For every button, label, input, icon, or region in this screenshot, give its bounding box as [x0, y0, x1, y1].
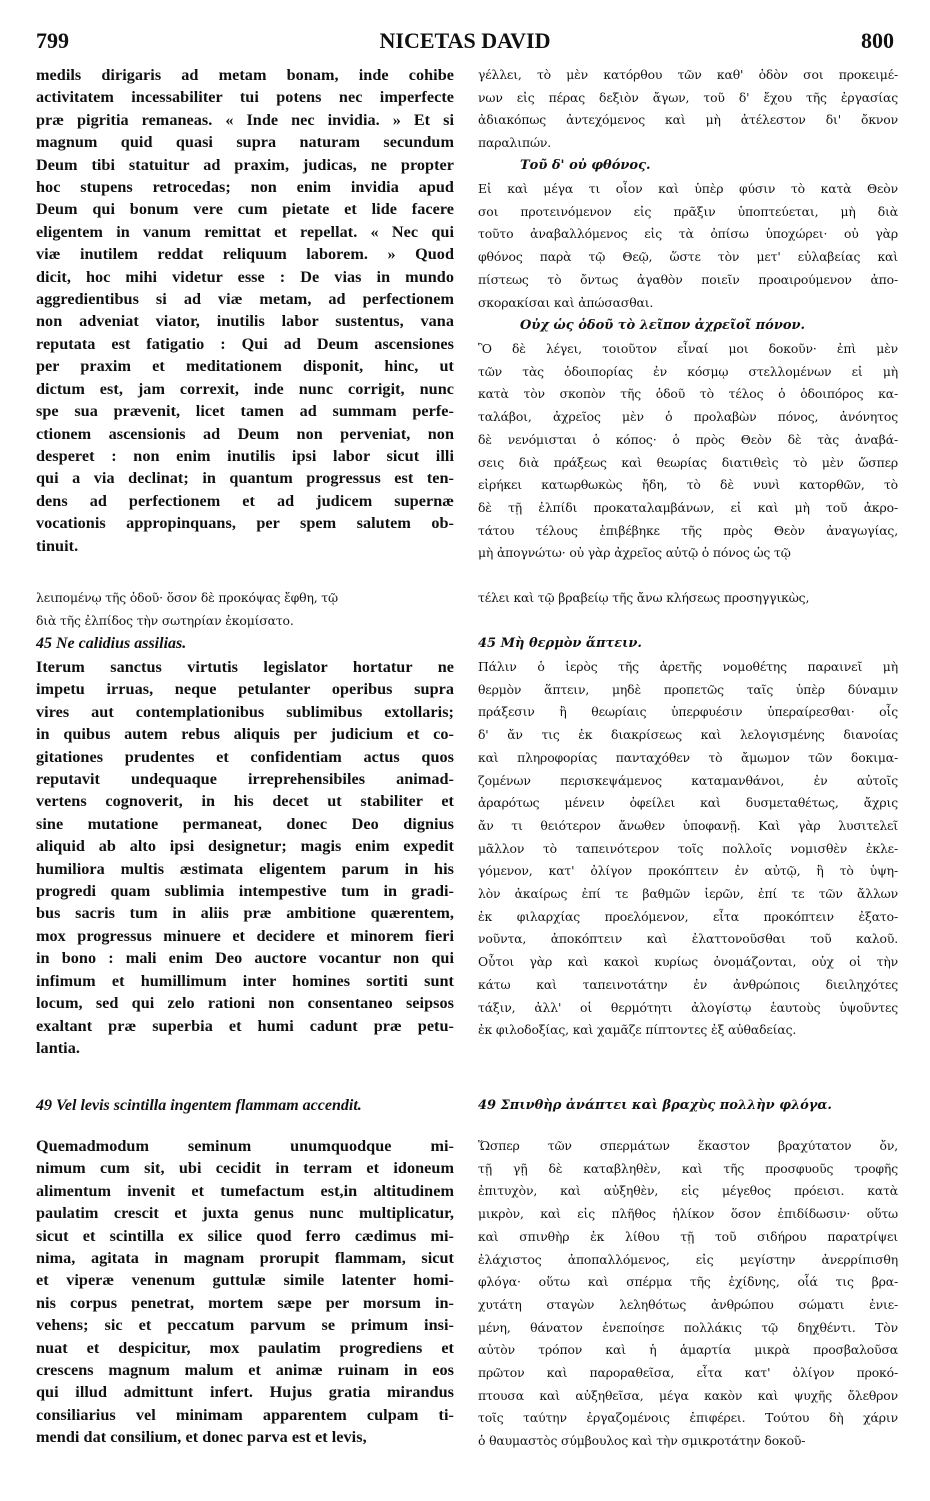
- text-line: qui a via declinat; in quantum progressus est ten-: [36, 469, 454, 488]
- running-title: NICETAS DAVID: [379, 28, 551, 53]
- page-number-left: 799: [36, 28, 69, 53]
- text-line: qui illud admittunt infert. Hujus gratia mirandus: [36, 1383, 454, 1402]
- text-line: aliquid ab alto ipsi designetur; magis enim expedit: [36, 837, 454, 856]
- greek-para-4: [478, 656, 898, 1042]
- text-line: μένη, θάνατον ἐνεποίησε πολλάκις τῷ δηχθέντι. Τὸν: [478, 1319, 898, 1335]
- text-line: infimum et humillimum inter homines sortiti sunt: [36, 971, 454, 990]
- text-line: desperet : non enim inutilis ipsi labor sicut illi: [36, 446, 454, 465]
- text-line: nima, agitata in magnam prorupit flammam, sicut: [36, 1249, 454, 1268]
- text-line: τάτου τέλους ἐπιβέβηκε τῆς πρὸς Θεὸν ἀναγωγίας,: [478, 522, 898, 538]
- text-line: non adveniat viator, inutilis labor sustentus, vana: [36, 312, 454, 331]
- text-line: vertens cognoverit, in his decet ut stabiliter et: [36, 792, 454, 811]
- greek-lemma-a: Τοῦ δ' οὐ φθόνος.: [520, 158, 651, 173]
- text-line: Εἰ καὶ μέγα τι οἷον καὶ ὑπὲρ φύσιν τὸ κατὰ Θεὸν: [478, 181, 898, 196]
- text-line: φθόνος παρὰ τῷ Θεῷ, ὥστε τὸν μετ' εὐλαβείας καὶ: [478, 249, 898, 265]
- text-line: impetu irruas, neque petulanter operibus supra: [36, 680, 454, 699]
- text-line: φλόγα· οὕτω καὶ σπέρμα τῆς ἐχίδνης, οἷά τις βρα-: [478, 1274, 898, 1290]
- text-line: tinuit.: [36, 536, 79, 555]
- text-line: mendi dat consilium, et donec parva est et levis,: [36, 1428, 367, 1447]
- text-line: Deum tibi statuitur ad praxim, judicas, ne propter: [36, 155, 454, 174]
- text-line: hoc stupens retrocedas; non enim invidia apud: [36, 178, 454, 197]
- text-line: sicut et scintilla ex silice quod ferro cædimus mi-: [36, 1226, 454, 1245]
- text-line: ἀδιακόπως ἀντεχόμενος καὶ μὴ ἀτέλεστον δι' ὄκνον: [478, 112, 898, 128]
- text-line: νων εἰς πέρας δεξιὸν ἄγων, τοῦ δ' ἔχου τῆς ἐργασίας: [478, 89, 898, 105]
- text-line: activitatem incessabiliter tui potens nec imperfecte: [36, 88, 454, 107]
- text-line: Iterum sanctus virtutis legislator hortatur ne: [36, 658, 454, 676]
- text-line: vires aut contemplationibus sublimibus extollaris;: [36, 702, 454, 721]
- latin-para-3: [36, 1135, 454, 1449]
- greek-overflow-text-1: λειπομένῳ τῆς ὁδοῦ· ὅσον δὲ προκόψας ἔφθη, τῷ: [36, 590, 338, 605]
- text-line: dictum est, jam correxit, inde nunc corrigit, nunc: [36, 379, 454, 398]
- text-line: τῶν τὰς ὁδοιπορίας ἐν κόσμῳ στελλομένων εἰ μὴ: [478, 363, 898, 379]
- running-header: [36, 28, 894, 58]
- text-line: πράξεσιν ἢ θεωρίαις ὑπερφυέσιν ὑπεραίρεσθαι· οἷς: [478, 704, 898, 720]
- text-line: αὐτὸν τρόπον καὶ ἡ ἁμαρτία μικρὰ προσβαλοῦσα: [478, 1342, 898, 1358]
- latin-para-2: [36, 656, 454, 1059]
- text-line: reputavit undequaque irreprehensibiles animad-: [36, 770, 454, 789]
- text-line: magnum quid quasi supra naturam secundum: [36, 133, 454, 152]
- text-line: aggredientibus si ad viæ metam, ad perfectionem: [36, 290, 454, 309]
- text-line: bus sacris tum in aliis præ ambitione quærentem,: [36, 904, 454, 923]
- text-line: gitationes prudentes et confidentiam actus quos: [36, 747, 454, 766]
- greek-lemma-49: 49 Σπινθὴρ ἀνάπτει καὶ βραχὺς πολλὴν φλόγα.: [478, 1098, 832, 1113]
- text-line: eligentem in vanum remittat et repellat. « Nec qui: [36, 222, 454, 241]
- text-line: τάξιν, ἀλλ' οἱ θερμότητι ἀλογίστῳ ἑαυτοὺς ὑψοῦντες: [478, 999, 898, 1015]
- text-line: vocationis appropinquans, per spem salutem ob-: [36, 514, 454, 533]
- text-line: Πάλιν ὁ ἱερὸς τῆς ἀρετῆς νομοθέτης παραινεῖ μὴ: [478, 659, 898, 674]
- text-line: vehens; sic et peccatum parvum se primum insi-: [36, 1316, 454, 1335]
- text-line: alimentum invenit et tumefactum est,in altitudinem: [36, 1181, 454, 1200]
- text-line: lantia.: [36, 1038, 80, 1057]
- text-line: in bono : mali enim Deo auctore vocantur non qui: [36, 949, 454, 968]
- text-line: ὁ θαυμαστὸς σύμβουλος καὶ τὴν σμικροτάτην δοκοῦ-: [478, 1433, 806, 1449]
- text-line: consiliarius vel minimam apparentem culpam ti-: [36, 1405, 454, 1424]
- text-line: σεις διὰ πράξεως καὶ θεωρίας διατιθεὶς τὸ μὲν ὥσπερ: [478, 454, 898, 470]
- text-line: δὲ τῇ ἐλπίδι προκαταλαμβάνων, εἰ καὶ μὴ τοῦ ἀκρο-: [478, 499, 898, 515]
- text-line: spe sua prævenit, licet tamen ad summam perfe-: [36, 402, 454, 421]
- text-line: χυτάτη σταγὼν λεληθότως ἀνθρώπου σώματι ἐνιε-: [478, 1296, 898, 1312]
- greek-lemma-45: 45 Μὴ θερμὸν ἅπτειν.: [478, 636, 642, 651]
- text-line: ἀραρότως μένειν ὀφείλει καὶ δυσμεταθέτως, ἄχρις: [478, 795, 898, 811]
- text-line: reputata est fatigatio : Qui ad Deum ascensiones: [36, 334, 454, 353]
- text-line: Οὗτοι γὰρ καὶ κακοὶ κυρίως ὀνομάζονται, οὐχ οἱ τὴν: [478, 954, 898, 970]
- text-line: ctionem ascensionis ad Deum non perveniat, non: [36, 424, 454, 443]
- text-line: ἐλάχιστος ἀποπαλλόμενος, εἰς μεγίστην ἀνερρίπισθη: [478, 1251, 898, 1267]
- latin-lemma-45: 45 Ne calidius assilias.: [36, 635, 187, 652]
- text-line: sine mutatione permaneat, donec Deo dignius: [36, 814, 454, 833]
- greek-para-3: [478, 338, 898, 565]
- page-number-right: 800: [861, 28, 894, 53]
- greek-para-5: [478, 1135, 898, 1453]
- text-line: τοῦτο ἀναβαλλόμενος εἰς τὰ ὀπίσω ὑποχώρει· οὐ γὰρ: [478, 226, 898, 242]
- text-line: ἐπιτυχὸν, καὶ αὐξηθὲν, εἰς μέγεθος πρόεισι. κατὰ: [478, 1183, 898, 1199]
- text-line: δ' ἄν τις ἐκ διακρίσεως καὶ λελογισμένης διανοίας: [478, 727, 898, 743]
- text-line: humiliora multis æstimata eligentem parum in his: [36, 859, 454, 878]
- text-line: mox progressus minuere et decidere et minorem fieri: [36, 926, 454, 945]
- text-line: γόμενον, κατ' ὀλίγον προκόπτειν ἐν αὐτῷ, ἢ τὸ ὑψη-: [478, 863, 898, 879]
- text-line: ἄν τι θειότερον ἄνωθεν ὑποφανῇ. Καὶ γὰρ λυσιτελεῖ: [478, 817, 898, 833]
- text-line: Ὥσπερ τῶν σπερμάτων ἕκαστον βραχύτατον ὄν,: [478, 1138, 898, 1153]
- text-line: dicit, hoc mihi videtur esse : De vias in mundo: [36, 267, 454, 286]
- text-line: in quibus autem rebus aliquis per judicium et co-: [36, 725, 454, 744]
- text-line: πίστεως τὸ ὄντως ἀγαθὸν ποιεῖν προαιρούμενον ἀπο-: [478, 271, 898, 287]
- text-line: θερμὸν ἅπτειν, μηδὲ προπετῶς ταῖς ὑπὲρ δύναμιν: [478, 681, 898, 697]
- text-line: crescens magnum malum et animæ ruinam in eos: [36, 1361, 454, 1380]
- greek-para-3-end-text: τέλει καὶ τῷ βραβείῳ τῆς ἄνω κλήσεως προσηγγικὼς,: [478, 590, 810, 605]
- text-line: σοι προτεινόμενον εἰς πρᾶξιν ὑποπτεύεται, μὴ διὰ: [478, 203, 898, 219]
- greek-lemma-b: Οὐχ ὡς ὁδοῦ τὸ λεῖπον ἀχρεῖοῖ πόνον.: [520, 318, 806, 333]
- text-line: medils dirigaris ad metam bonam, inde cohibe: [36, 66, 454, 84]
- text-line: καὶ σπινθὴρ ἐκ λίθου τῇ τοῦ σιδήρου παρατρίψει: [478, 1228, 898, 1244]
- text-line: paulatim crescit et juxta genus nunc multiplicatur,: [36, 1204, 454, 1223]
- text-line: Deum qui bonum vere cum pietate et lide facere: [36, 200, 454, 219]
- text-line: καὶ πληροφορίας πανταχόθεν τὸ ἄμωμον τῶν δοκιμα-: [478, 749, 898, 765]
- text-line: et viperæ venenum guttulæ simile latenter homi-: [36, 1271, 454, 1290]
- text-line: ἐκ φιλοδοξίας, καὶ χαμᾶζε πίπτοντες ἐξ αὐθαδείας.: [478, 1022, 797, 1038]
- text-line: ταλάβοι, ἀχρεῖος μὲν ὁ προλαβὼν πόνος, ἀνόνητος: [478, 409, 898, 425]
- greek-para-2: [478, 178, 898, 314]
- text-line: Quemadmodum seminum unumquodque mi-: [36, 1137, 454, 1155]
- text-line: viæ inutilem reddat reliquum laborem. » Quod: [36, 245, 454, 264]
- text-line: nis corpus penetrat, mortem sæpe per morsum in-: [36, 1293, 454, 1312]
- text-line: exaltant præ superbia et humi cadunt præ petu-: [36, 1016, 454, 1035]
- text-line: σκορακίσαι καὶ ἀπώσασθαι.: [478, 294, 654, 310]
- text-line: dens ad perfectionem et ad judicem supernæ: [36, 491, 454, 510]
- latin-para-1: [36, 64, 454, 557]
- text-line: præ pigritia remaneas. « Inde nec invidia. » Et si: [36, 110, 454, 129]
- text-line: νοῦντα, ἀποκόπτειν καὶ ἐλαττονοῦσθαι τοῦ καλοῦ.: [478, 931, 898, 947]
- greek-overflow-text-2: διὰ τῆς ἐλπίδος τὴν σωτηρίαν ἐκομίσατο.: [36, 613, 294, 628]
- text-line: κατὰ τὸν σκοπὸν τῆς ὁδοῦ τὸ τέλος ὁ ὁδοιπόρος κα-: [478, 386, 898, 402]
- text-line: γέλλει, τὸ μὲν κατόρθου τῶν καθ' ὁδὸν σοι προκειμέ-: [478, 67, 898, 82]
- greek-overflow-line-1: [36, 587, 454, 610]
- text-line: κάτω καὶ ταπεινοτάτην ἐν ἀνθρώποις διειληχότες: [478, 976, 898, 992]
- text-line: μὴ ἀπογνώτω· οὐ γὰρ ἀχρεῖος αὐτῷ ὁ πόνος ὡς τῷ: [478, 545, 791, 561]
- greek-para-3-end: [478, 587, 898, 610]
- text-line: εἰρήκει κατωρθωκὼς ἤδη, τὸ δὲ νυνὶ κατορθῶν, τὸ: [478, 477, 898, 493]
- text-line: locum, sed qui zelo rationi non consentaneo seipsos: [36, 994, 454, 1013]
- text-line: παραλιπών.: [478, 135, 552, 151]
- text-line: per praxim et meditationem disponit, hinc, ut: [36, 357, 454, 376]
- text-line: τῇ γῇ δὲ καταβληθὲν, καὶ τῆς προσφυοῦς τροφῆς: [478, 1160, 898, 1176]
- text-line: ζομένων περισκεψάμενος καταμανθάνοι, ἐν αὐτοῖς: [478, 772, 898, 788]
- text-line: πρῶτον καὶ παροραθεῖσα, εἶτα κατ' ὀλίγον προκό-: [478, 1365, 898, 1381]
- text-line: nimum cum sit, ubi cecidit in terram et idoneum: [36, 1159, 454, 1178]
- greek-para-1: [478, 64, 898, 155]
- text-line: τοῖς ταύτην ἐργαζομένοις ἐπιφέρει. Τούτου δὴ χάριν: [478, 1410, 898, 1426]
- text-line: δὲ νενόμισται ὁ κόπος· ὁ πρὸς Θεὸν δὲ τὰς ἀναβά-: [478, 431, 898, 447]
- text-line: μικρὸν, καὶ εἰς πλῆθος ἡλίκον ὅσον ἐπιδίδωσιν· οὕτω: [478, 1206, 898, 1222]
- text-line: πτουσα καὶ αὐξηθεῖσα, μέγα κακὸν καὶ ψυχῆς ὄλεθρον: [478, 1387, 898, 1403]
- text-line: Ὃ δὲ λέγει, τοιοῦτον εἶναί μοι δοκοῦν· ἐπὶ μὲν: [478, 341, 898, 356]
- text-line: λὸν ἀκαίρως ἐπί τε βαθμῶν ἱερῶν, ἐπί τε τῶν ἄλλων: [478, 886, 898, 902]
- text-line: nuat et despicitur, mox paulatim progrediens et: [36, 1338, 454, 1357]
- text-line: μᾶλλον τὸ ταπεινότερον τοῖς πολλοῖς νομισθὲν ἐκλε-: [478, 840, 898, 856]
- greek-overflow-line-2: [36, 610, 454, 633]
- text-line: progredi quam sublimia intempestive tum in gradi-: [36, 882, 454, 901]
- text-line: ἐκ φιλαρχίας προελόμενον, εἶτα προκόπτειν ἐξατο-: [478, 908, 898, 924]
- latin-lemma-49: 49 Vel levis scintilla ingentem flammam accendit.: [36, 1097, 362, 1114]
